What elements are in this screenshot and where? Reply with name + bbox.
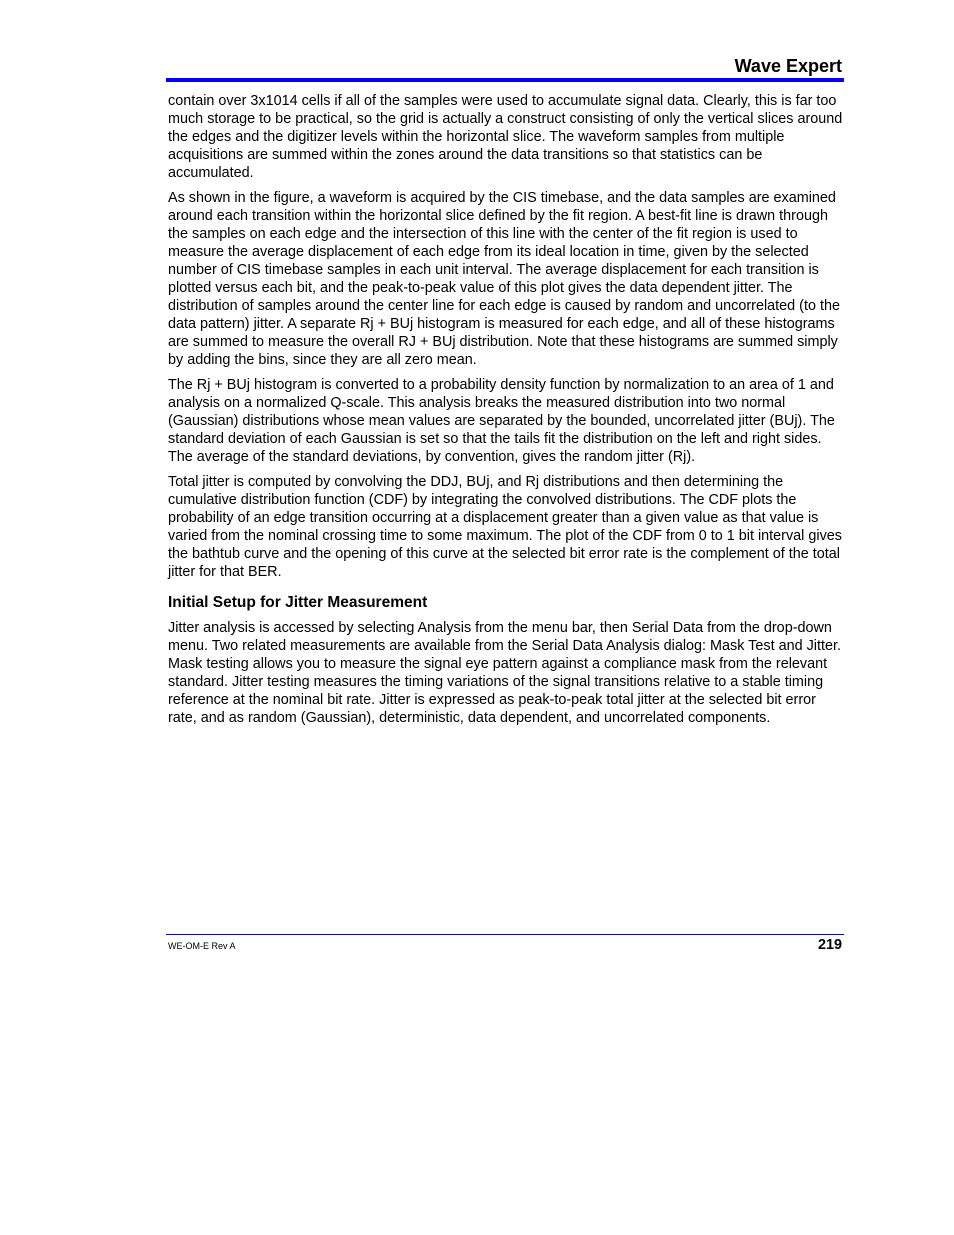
running-header-title: Wave Expert xyxy=(734,56,842,76)
header-rule xyxy=(166,78,844,82)
section-paragraph: Jitter analysis is accessed by selecting Analysis from the menu bar, then Serial Data from the drop-down menu. Two related measurements are available from the Serial Data Analysis dialog: Mask Test and Jitter. Mask testing allows you to measure the signal eye pattern against a compliance mask from the relevant standard. Jitter testing measures the timing variations of the signal transitions relative to a stable timing reference at the nominal bit rate. Jitter is expressed as peak-to-peak total jitter at the selected bit error rate, and as random (Gaussian), deterministic, data dependent, and uncorrelated components. xyxy=(168,620,841,726)
body-paragraph: contain over 3x1014 cells if all of the samples were used to accumulate signal data. Clearly, this is far too much storage to be practical, so the grid is actually a construct consisting of only the vertical slices around the edges and the digitizer levels within the horizontal slice. The waveform samples from multiple acquisitions are summed within the zones around the data transitions so that statistics can be accumulated. xyxy=(168,93,843,181)
body-paragraph: Total jitter is computed by convolving the DDJ, BUj, and Rj distributions and then determining the cumulative distribution function (CDF) by integrating the convolved distributions. The CDF plots the probability of an edge transition occurring at a displacement greater than a given value as that value is varied from the nominal crossing time to some maximum. The plot of the CDF from 0 to 1 bit interval gives the bathtub curve and the opening of this curve at the selected bit error rate is the complement of the total jitter for that BER. xyxy=(168,474,842,580)
section-heading: Initial Setup for Jitter Measurement xyxy=(168,594,428,611)
page-body xyxy=(168,92,844,734)
page-number: 219 xyxy=(817,937,842,953)
footer-rule xyxy=(166,934,844,935)
body-paragraph: As shown in the figure, a waveform is acquired by the CIS timebase, and the data samples are examined around each transition within the horizontal slice defined by the fit region. A best-fit line is drawn through the samples on each edge and the intersection of this line with the center of the fit region is used to measure the average displacement of each edge from its ideal location in time, given by the selected number of CIS timebase samples in each unit interval. The average displacement for each transition is plotted versus each bit, and the peak-to-peak value of this plot gives the data dependent jitter. The distribution of samples around the center line for each edge is caused by random and uncorrelated (to the data pattern) jitter. A separate Rj + BUj histogram is measured for each edge, and all of these histograms are summed to measure the overall RJ + BUj distribution. Note that these histograms are summed simply by adding the bins, since they are all zero mean. xyxy=(168,190,840,368)
footer-document-id: WE-OM-E Rev A xyxy=(168,941,236,951)
body-paragraph: The Rj + BUj histogram is converted to a probability density function by normalization to an area of 1 and analysis on a normalized Q-scale. This analysis breaks the measured distribution into two normal (Gaussian) distributions whose mean values are separated by the bounded, uncorrelated jitter (BUj). The standard deviation of each Gaussian is set so that the tails fit the distribution on the left and right sides. The average of the standard deviations, by convention, gives the random jitter (Rj). xyxy=(168,377,835,465)
